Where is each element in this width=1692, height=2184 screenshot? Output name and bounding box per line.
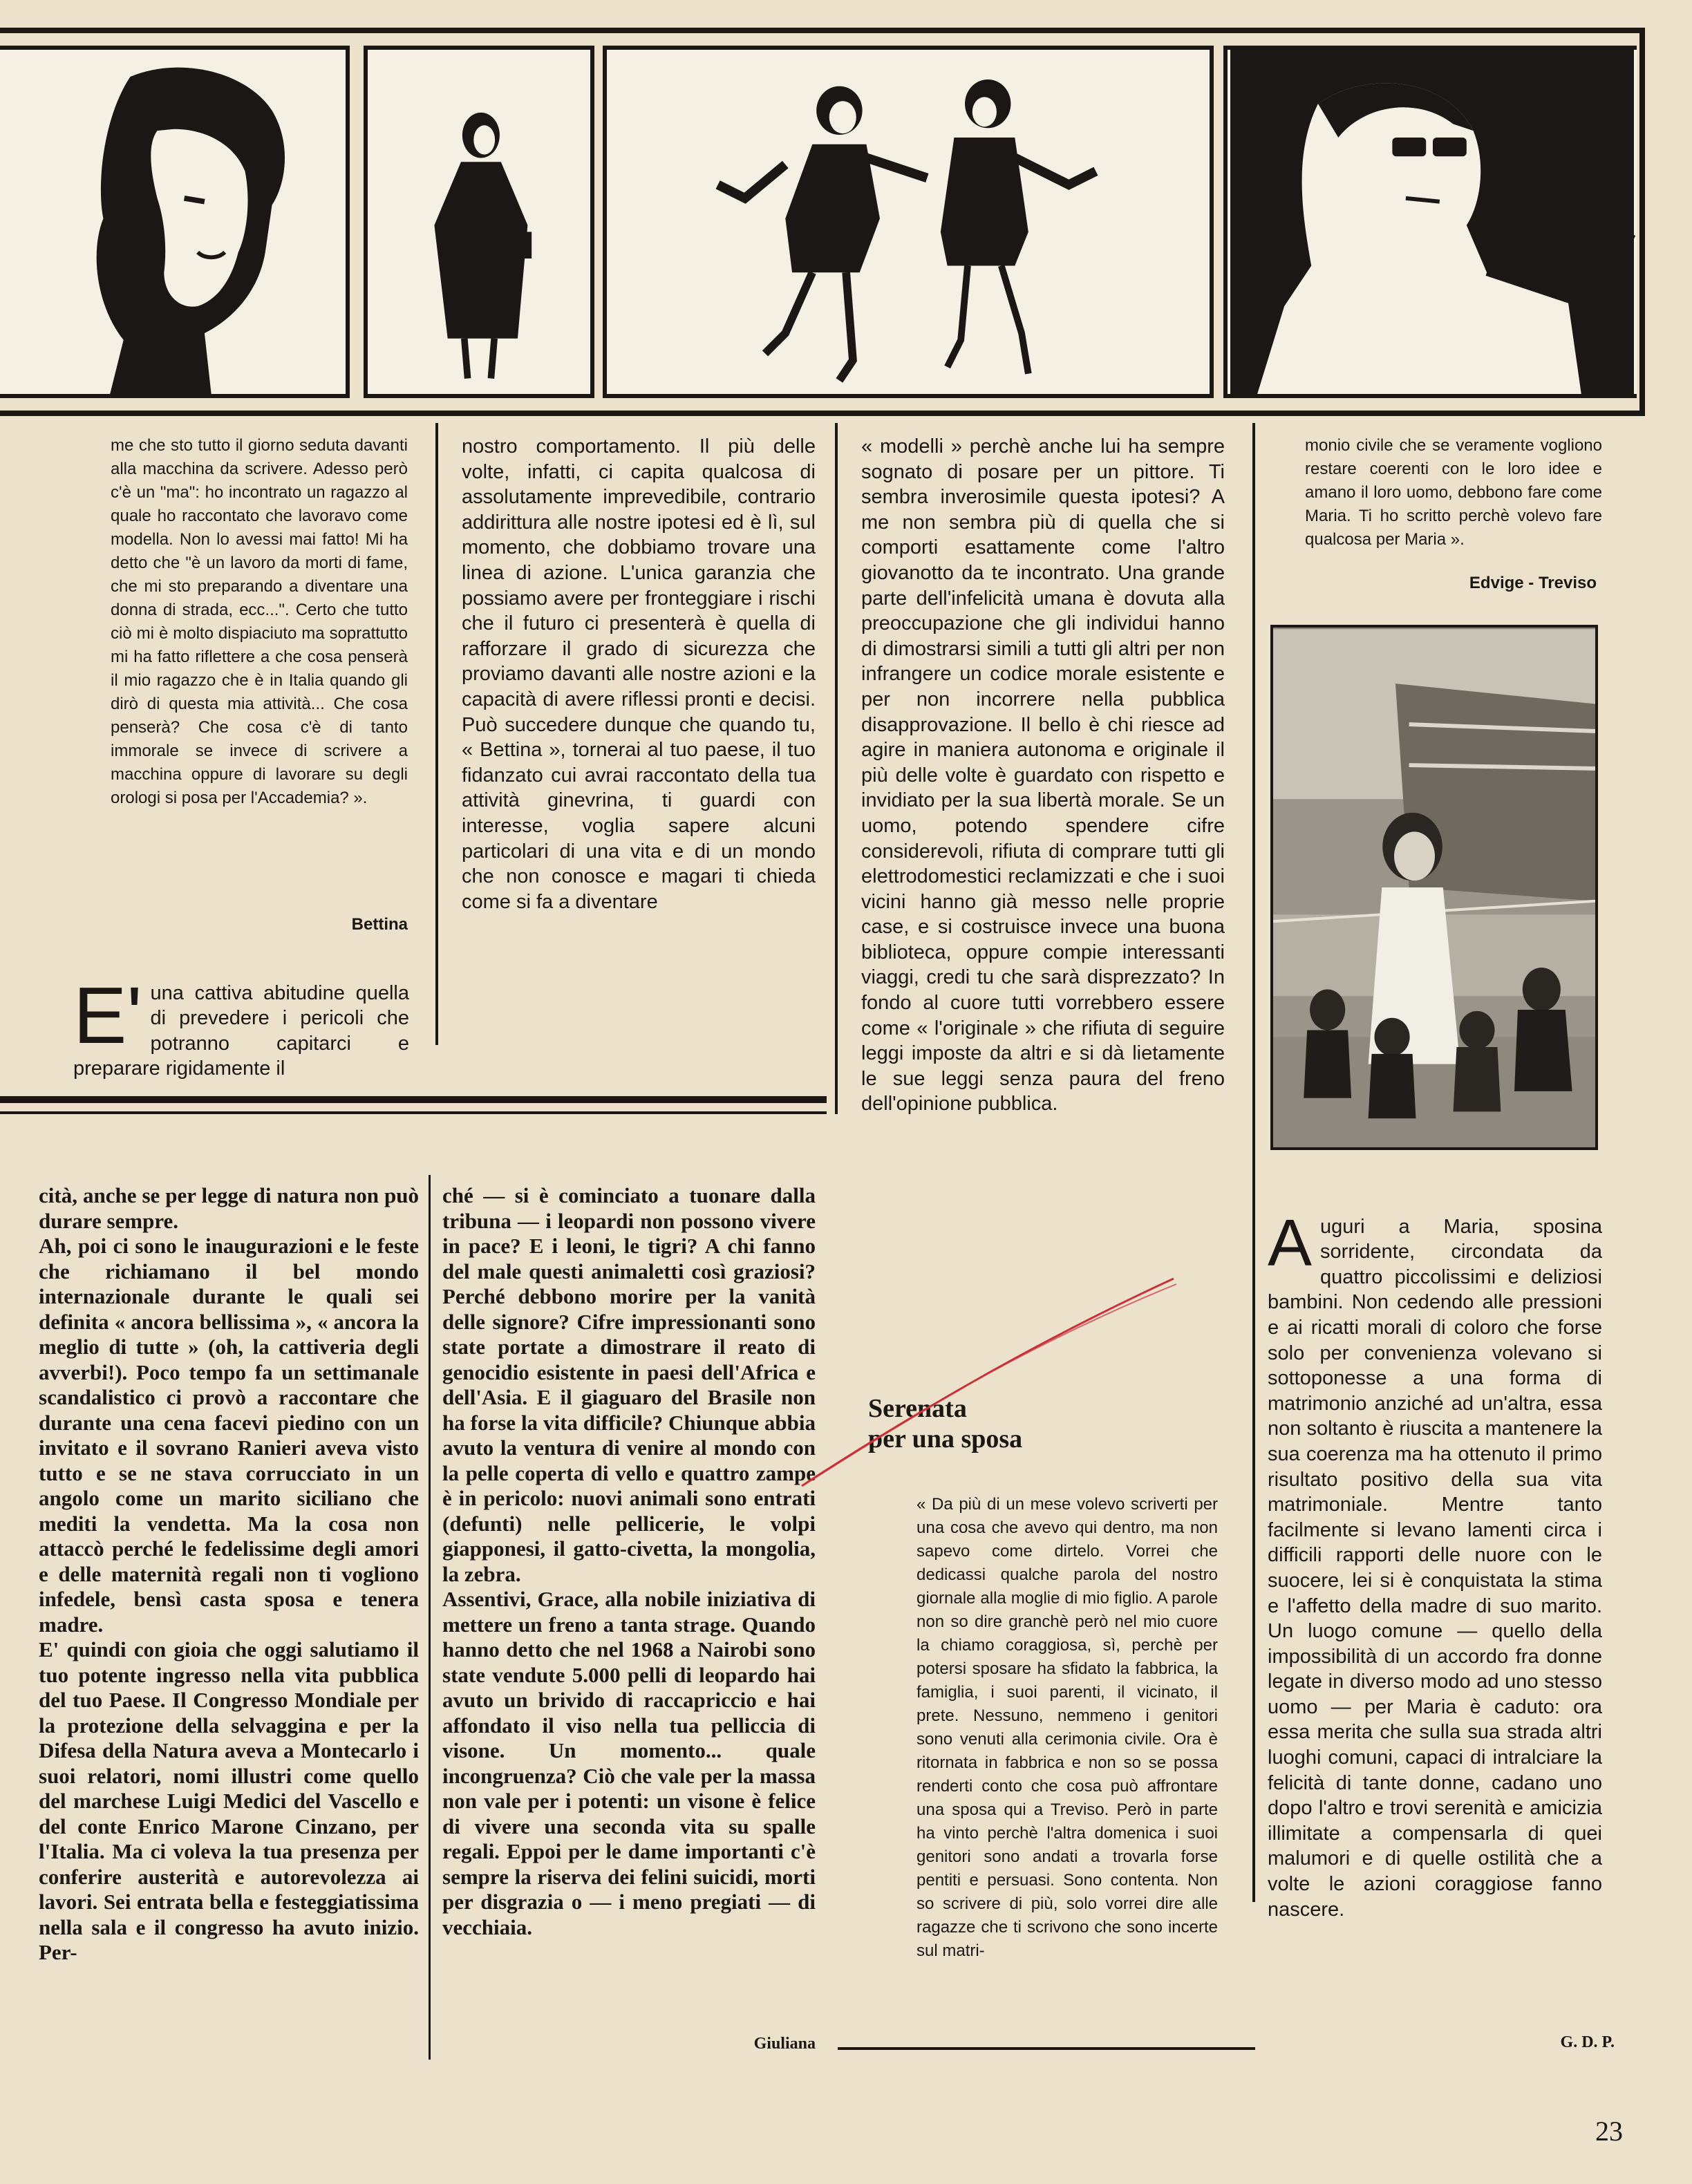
- dropcap-letter: E': [73, 970, 142, 1060]
- serenata-box-bottom: [838, 2047, 1255, 2050]
- illustration-couple-running: [603, 46, 1214, 398]
- couple-running-icon: [607, 50, 1210, 394]
- illustration-woman-in-coat: [364, 46, 594, 398]
- column-rule: [435, 423, 438, 1045]
- section-divider-thick: [0, 1096, 827, 1103]
- wedding-photo-icon: [1273, 628, 1595, 1147]
- illustration-man-with-glasses: [1223, 46, 1637, 398]
- reply-bettina-col3: « modelli » perchè anche lui ha sempre sognato di posare per un pittore. Ti sembra inverosimile questa ipotesi? A me non sembra più di quella che si comporti esattamente come l'altro giovanotto da te incontrato. Una grande parte dell'infelicità umana è dovuta alla preoccupazione che gli individui hanno di dimostrarsi simili a tutti gli altri per non infrangere un codice morale esistente e per non incorrere nella pubblica disapprovazione. Il bello è chi riesce ad agire in maniera autonoma e originale il più delle volte è guardato con rispetto e invidiato per la sua libertà morale. Se un uomo, potendo spendere cifre considerevoli, rifiuta di comprare tutti gli elettrodomestici reclamizzati e che i suoi vicini hanno già messo nelle proprie case, e si costruisce invece una buona biblioteca, oppure compie interessanti viaggi, credi tu che sarà disprezzato? In fondo al cuore tutti vorrebbero essere come « l'originale » che rifiuta di seguire leggi imposte da altri e si dà lietamente le sue leggi senza paura del freno dell'opinione pubblica.: [861, 435, 1225, 1115]
- bettina-letter-text: me che sto tutto il giorno seduta davanti alla macchina da scrivere. Adesso però c'è un "ma": ho incontrato un ragazzo al quale ho raccontato che lavoravo come modella. Non lo avessi mai fatto! Mi ha detto che "è un lavoro da morti di fame, che mi sto preparando a diventare una donna di strada, ecc...". Certo che tutto ciò mi è molto dispiaciuto ma soprattutto mi ha fatto riflettere a che cosa penserà il mio ragazzo che è in Italia quando gli dirò di questa mia attività... Che cosa penserà? Che cosa c'è di tanto immorale se invece di scrivere a macchina oppure di lavorare su degli orologi si posa per l'Accademia? ».: [111, 436, 408, 807]
- serenata-letter-text: « Da più di un mese volevo scriverti per una cosa che avevo qui dentro, ma non sapevo come dirtelo. Vorrei che dedicassi qualche parola del nostro giornale alla moglie di mio figlio. A parole non so dire granchè però nel mio cuore la chiamo coraggiosa, sì, perchè per potersi sposare ha sfidato la fabbrica, la famiglia, i suoi parenti, il vicinato, il prete. Nessuno, nemmeno i genitori sono venuti alla cerimonia civile. Ora è ritornata in fabbrica e non so se possa renderti conto che cosa può affrontare una sposa qui a Treviso. Però in parte ha vinto perchè l'altra domenica i suoi genitori sono andati a trovarla forse pentiti e persuasi. Sono contenta. Non so scrivere di più, solo vorrei dire alle ragazze che ti scrivono che sono incerte sul matri-: [916, 1495, 1218, 1960]
- giuliana-signature: Giuliana: [753, 2035, 816, 2053]
- column-rule: [429, 1175, 431, 2060]
- strip-top-border: [0, 28, 1645, 33]
- reply-bettina-intro: [73, 955, 409, 1080]
- serenata-title-line1: Serenata: [868, 1394, 967, 1423]
- grace-article-col1: cità, anche se per legge di natura non può durare sempre. Ah, poi ci sono le inaugurazioni e le feste che richiamano il bel mondo internazionale durante le quali sei definita « ancora bellissima », « ancora la meglio di tutte » (oh, la cattiveria degli avverbi!). Poco tempo fa un settimanale scandalistico ci provò a raccontare che durante una cena facevi piedino con un invitato e il sovrano Ranieri aveva visto tutto e se ne stava corrucciato in un angolo come un marito siciliano che mediti la vendetta. Ma la cosa non attaccò perché le fedelissime degli amori e delle maternità regali non ti vogliono infedele, bensì casta sposa e tenera madre. E' quindi con gioia che oggi salutiamo il tuo potente ingresso nella vita pubblica del tuo Paese. Il Congresso Mondiale per la protezione della selvaggina e per la Difesa della Natura aveva a Montecarlo i suoi relatori, nomi illustri come quello del marchese Luigi Medici del Vascello e del conte Enrico Marone Cinzano, per l'Italia. Ma ci voleva la tua presenza per conferire austerità e autorevolezza ai lavori. Sei entrata bella e festeggiatissima nella sala e il congresso ha avuto inizio. Per-: [39, 1183, 419, 1964]
- serenata-title-line2: per una sposa: [868, 1424, 1023, 1453]
- bettina-signature: Bettina: [351, 915, 408, 934]
- woman-in-coat-icon: [368, 50, 590, 394]
- reply-bettina-intro-text: una cattiva abitudine quella di prevedere i pericoli che potranno capitarci e preparare rigidamente il: [73, 981, 409, 1080]
- wedding-photo: [1270, 625, 1598, 1150]
- edvige-letter-text: monio civile che se veramente vogliono restare coerenti con le loro idee e amano il loro uomo, debbono fare come Maria. Ti ho scritto perchè volevo fare qualcosa per Maria ».: [1305, 436, 1602, 549]
- page-number: 23: [1595, 2116, 1623, 2147]
- strip-right-border: [1639, 28, 1645, 416]
- auguri-text: [1268, 1189, 1602, 2032]
- man-with-glasses-icon: [1228, 50, 1637, 394]
- grace-article-col2: ché — si è cominciato a tuonare dalla tribuna — i leopardi non possono vivere in pace? E i leoni, le tigri? A chi fanno del male questi animaletti così graziosi? Perché debbono morire per la vanità delle signore? Cifre impressionanti sono state portate a dimostrare il reato di genocidio esistente in paesi dell'Africa e dell'Asia. E il giaguaro del Brasile non ha forse la vita difficile? Chiunque abbia avuto la ventura di venire al mondo con la pelle coperta di vello e quattro zampe è in pericolo: nuovi animali sono entrati (defunti) nelle pellicerie, le volpi giapponesi, il gatto-civetta, la mongolia, la zebra. Assentivi, Grace, alla nobile iniziativa di mettere un freno a tanta strage. Quando hanno detto che nel 1968 a Nairobi sono state vendute 5.000 pelli di leopardo hai avuto un brivido di raccapriccio e hai affondato il viso nella tua pelliccia di visone. Un momento... quale incongruenza? Ciò che vale per la massa non vale per i potenti: un visone è felice di vivere una seconda vita su spalle regali. Eppoi per le dame importanti c'è sempre la riserva dei felini suicidi, morti per disgrazia o — i meno pregiati — di vecchiaia.: [442, 1183, 816, 1939]
- column-rule: [1252, 423, 1255, 1902]
- strip-bottom-border: [0, 411, 1645, 416]
- serenata-heading: [868, 1393, 1228, 1454]
- reply-bettina-col2: nostro comportamento. Il più delle volte, infatti, ci capita qualcosa di assolutamente imprevedibile, contrario addirittura alle nostre ipotesi ed è lì, sul momento, che dobbiamo trovare una linea di azione. L'unica garanzia che possiamo avere per fronteggiare i rischi che il futuro ci presenterà è quella di rafforzare il grado di sicurezza che proviamo davanti alle nostre azioni e la capacità di avere riflessi pronti e decisi. Può succedere dunque che quando tu, « Bettina », tornerai al tuo paese, il tuo fidanzato cui avrai raccontato della tua attività ginevrina, ti guardi con interesse, voglia sapere alcuni particolari di una vita e di un mondo che non conosce e magari ti chieda come si fa a diventare: [462, 435, 816, 913]
- auguri-body: uguri a Maria, sposina sorridente, circondata da quattro piccolissimi e deliziosi bambini. Non cedendo alle pressioni e ai ricatti morali di coloro che forse solo per convenienza volevano si sottoponesse a una forma di matrimonio anziché ad un'altra, essa non soltanto è riuscita a mantenere la sua coerenza ma ha ottenuto il primo risultato positivo della sua vita matrimoniale. Mentre tanto facilmente si levano lamenti circa i difficili rapporti delle nuore con le suocere, lei si è conquistata la stima e l'affetto della madre di suo marito. Un luogo comune — quello della impossibilità di un accordo fra donne legate in diverso modo ad uno stesso uomo — per Maria è caduto: ora essa merita che sulla sua strada altri luoghi comuni, capaci di intralciare la felicità di tante donne, cadano uno dopo l'altro e trovi serenità e amicizia illimitate a compensarla di quei malumori e di quelle ostilità che a volte le azioni coraggiose fanno nascere.: [1268, 1215, 1602, 1921]
- illustration-woman-profile: [0, 46, 350, 398]
- dropcap-letter: A: [1268, 1205, 1313, 1280]
- gdp-signature: G. D. P.: [1560, 2033, 1615, 2051]
- woman-profile-icon: [0, 50, 346, 394]
- section-divider-thin: [0, 1111, 827, 1114]
- edvige-signature: Edvige - Treviso: [1469, 574, 1597, 592]
- column-rule: [835, 423, 838, 1114]
